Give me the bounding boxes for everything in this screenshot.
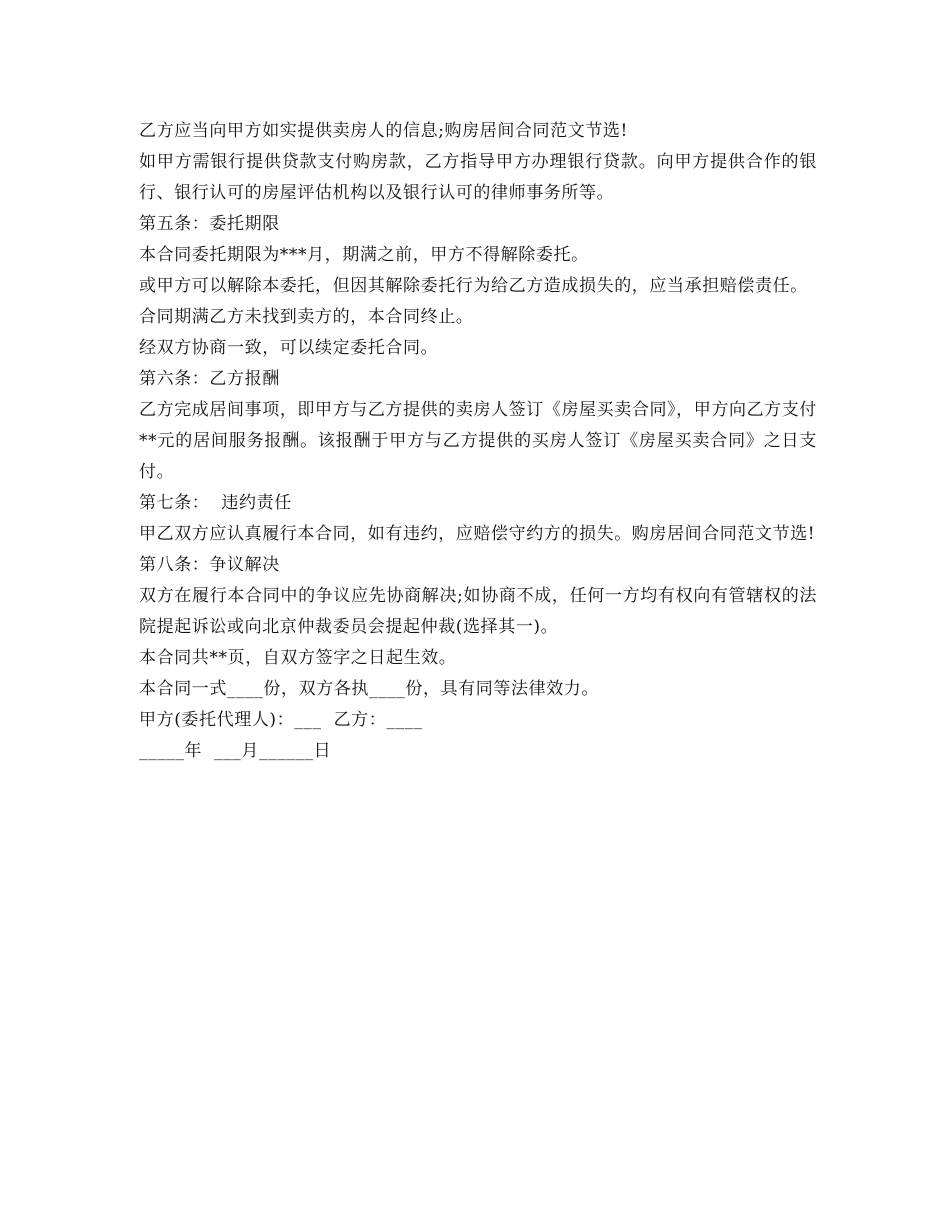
paragraph-renewal: 经双方协商一致，可以续定委托合同。: [139, 338, 439, 358]
paragraph-termination-liability: 或甲方可以解除本委托，但因其解除委托行为给乙方造成损失的，应当承担赔偿责任。: [139, 276, 808, 296]
paragraph-bank-loan: 如甲方需银行提供贷款支付购房款，乙方指导甲方办理银行贷款。向甲方提供合作的银行、银行认可的房屋评估机构以及银行认可的律师事务所等。: [139, 152, 817, 203]
paragraph-remuneration: 乙方完成居间事项，即甲方与乙方提供的卖房人签订《房屋买卖合同》，甲方向乙方支付**元的居间服务报酬。该报酬于甲方与乙方提供的买房人签订《房屋买卖合同》之日支付。: [139, 400, 817, 482]
paragraph-seller-info: 乙方应当向甲方如实提供卖房人的信息;购房居间合同范文节选!: [139, 121, 628, 141]
heading-article-7: 第七条： 违约责任: [139, 493, 292, 513]
signature-line: 甲方(委托代理人)：___ 乙方：____: [139, 710, 423, 730]
paragraph-pages-effective: 本合同共**页，自双方签字之日起生效。: [139, 648, 457, 668]
date-line: _____年 ___月______日: [139, 741, 332, 761]
paragraph-contract-end: 合同期满乙方未找到卖方的，本合同终止。: [139, 307, 474, 327]
paragraph-breach: 甲乙双方应认真履行本合同，如有违约，应赔偿守约方的损失。购房居间合同范文节选!: [139, 524, 816, 544]
paragraph-term-length: 本合同委托期限为***月，期满之前，甲方不得解除委托。: [139, 245, 589, 265]
heading-article-6: 第六条：乙方报酬: [139, 369, 280, 389]
contract-text: [139, 116, 817, 767]
heading-article-8: 第八条：争议解决: [139, 555, 280, 575]
paragraph-dispute: 双方在履行本合同中的争议应先协商解决;如协商不成，任何一方均有权向有管辖权的法院提起诉讼或向北京仲裁委员会提起仲裁(选择其一)。: [139, 586, 817, 637]
heading-article-5: 第五条：委托期限: [139, 214, 280, 234]
paragraph-copies: 本合同一式____份，双方各执____份，具有同等法律效力。: [139, 679, 599, 699]
